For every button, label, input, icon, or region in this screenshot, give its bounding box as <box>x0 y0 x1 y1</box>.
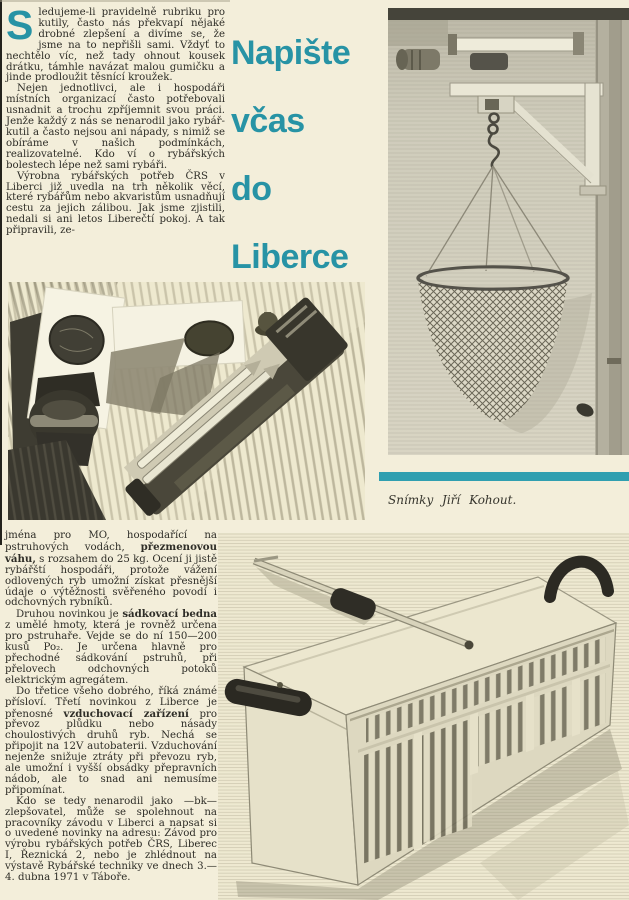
scale-net-illustration <box>388 8 629 455</box>
text-run: Nejen jednotlivci, ale i hospodáři místních organizací často potřebovali usnadnit a trochu zpříjemnit svou práci. Jenže každý z nás se nenarodil jako rybář-kutil a často nejsou ani nápady, s nimiž se obíráme v našich podmínkách, realizovatelné. Kdo ví o rybářských bolestech lépe než sami rybáři. <box>6 83 225 171</box>
bold-text-run: přezmenovou váhu, <box>5 540 217 565</box>
photo-scale-with-net <box>388 8 629 455</box>
article-column-top <box>6 2 225 237</box>
headline-word-2: včas <box>231 101 305 140</box>
photo-fishing-gadgets <box>8 282 365 520</box>
text-run: pro převoz plůdku nebo násady choulostivých druhů ryb. Nechá se připojit na 12V autobaterii. Vzduchování nejenže snižuje ztráty při převozu ryb, ale umožní i vyšší obsádky přepravních nádob, ale to snad ani nemusíme připomínat. <box>5 708 218 796</box>
paragraph <box>6 84 225 171</box>
photo-credit: Snímky Jiří Kohout. <box>388 493 517 507</box>
teal-divider-bar <box>379 472 629 481</box>
author-signature: —bk— <box>183 795 217 807</box>
paragraph <box>5 531 217 609</box>
crate-illustration <box>218 533 629 900</box>
headline-word-3: do <box>231 169 272 208</box>
scan-edge-top <box>0 0 230 2</box>
text-run: Výrobna rybářských potřeb ČRS v Liberci již uvedla na trh několik věcí, které rybářům nebo akvaristům usnadňují cestu za jejich zálibou. Jak jsme zjistili, nedali si ani letos Liberečtí pokoj. A tak připravili, ze- <box>6 170 225 237</box>
wall-top-shadow <box>388 8 629 20</box>
photo-transport-crate <box>218 533 629 900</box>
gadgets-illustration <box>8 282 365 520</box>
crate-latch <box>277 682 283 688</box>
scan-edge <box>0 0 2 545</box>
text-run: Druhou novinkou je <box>16 609 123 621</box>
paragraph <box>6 2 225 84</box>
paragraph <box>5 797 217 884</box>
drop-cap: S <box>6 2 34 48</box>
article-headline <box>231 33 381 276</box>
text-run: jména pro MO, hospodařící na pstruhových vodách, <box>5 530 217 553</box>
text-run: ledujeme-li pravidelně rubriku pro kutily, často nás překvapí nějaké drobné zlepšení a divíme se, že jsme na to nepřišli sami. Vždyť to nechtělo víc, než tady ohnout kousek drátku, támhle navázat malou gumičku a jinde prodloužit těsnící kroužek. <box>6 7 225 84</box>
text-run: Kdo se tedy nenarodil jako zlepšovatel, může se spolehnout na pracovníky závodu v Liberci a napsat si o uvedené novinky na adresu: Závod pro výrobu rybářských potřeb ČRS, Liberec I, Řeznická 2, nebo je zhlédnout na výstavě Rybářské techniky ve dnech 3.—4. dubna 1971 v Táboře. <box>5 795 217 884</box>
headline-word-1: Napište <box>231 33 351 72</box>
headline-word-4: Liberce <box>231 237 349 276</box>
paragraph <box>6 172 225 237</box>
bold-text-run: sádkovací bedna <box>122 608 217 621</box>
bold-text-run: vzduchovací zařízení <box>63 707 189 720</box>
paragraph <box>5 687 217 797</box>
text-run: s rozsahem do 25 kg. Ocení ji jistě rybářští hospodáři, protože vážení odlovených ryb umožní získat přesnější údaje o výtěžnosti svěřeného povodí i odchovných rybníků. <box>5 553 217 609</box>
paragraph <box>5 609 217 686</box>
article-column-bottom <box>5 531 217 884</box>
text-run: z umělé hmoty, která je rovněž určena pro pstruhaře. Vejde se do ní 150—200 kusů Po₂. Je určena hlavně pro přechodné sádkování pstruhů, při přelovech odchovných potoků elektrickým agregátem. <box>5 620 217 686</box>
text-run: Do třetice všeho dobrého, říká známé přísloví. Třetí novinkou z Liberce je přenosné <box>5 685 217 720</box>
